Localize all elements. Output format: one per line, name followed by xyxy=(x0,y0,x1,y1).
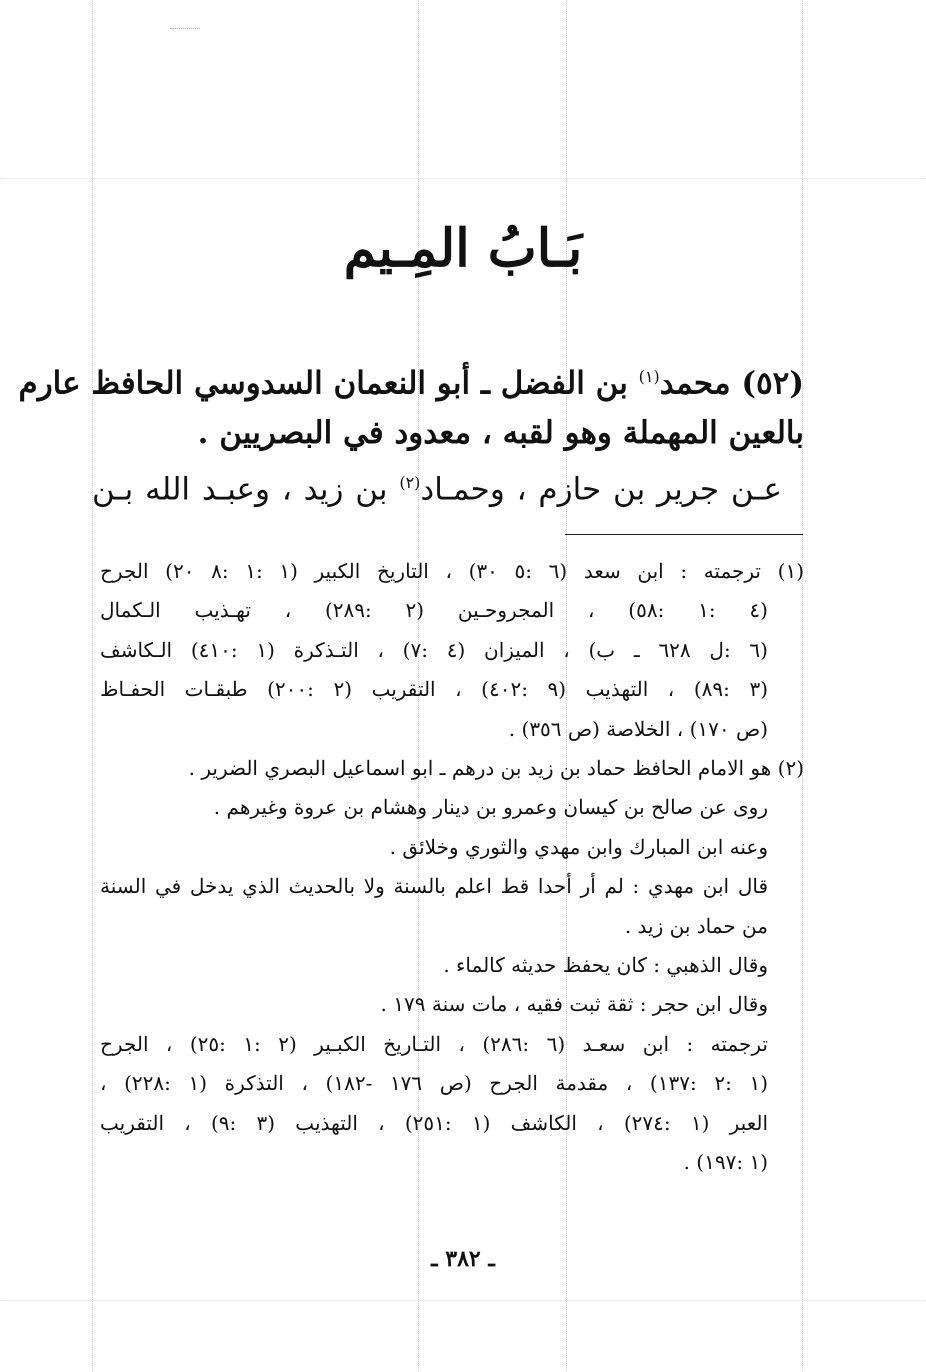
footnote-ref-1: (١) xyxy=(638,367,660,386)
entry-lineage: بن الفضل ـ أبو النعمان السدوسي الحافظ عارم xyxy=(18,365,639,402)
footnote-line: (ص ١٧٠) ، الخلاصة (ص ٣٥٦) . xyxy=(508,716,768,741)
footnote-line: (١) ترجمته : ابن سعد (٦ :٥ ٣٠) ، التاريخ الكبير (١ :١ :٨ ٢٠) الجرح xyxy=(100,559,804,583)
chapter-title: بَـابُ المِـيم xyxy=(343,218,583,279)
entry-line-3 xyxy=(92,458,804,514)
page-number: ـ ٣٨٢ ـ xyxy=(431,1246,495,1272)
footnote-line: (٤ :١ :٥٨) ، المجروحـين (٢ :٢٨٩) ، تهـذيب الـكمال xyxy=(100,598,768,623)
footnote-line: (١ :٢ :١٣٧) ، مقدمة الجرح (ص ١٧٦ -١٨٢) ، التذكرة (١ :٢٢٨) ، xyxy=(100,1071,768,1096)
footnote-line: وقال الذهبي : كان يحفظ حديثه كالماء . xyxy=(443,953,768,978)
footnotes xyxy=(100,552,804,1183)
footnote-line: (١ :١٩٧) . xyxy=(683,1150,768,1175)
footnote-ref-2: (٢) xyxy=(399,473,421,493)
footnote-line: ترجمته : ابن سعـد (٦ :٢٨٦) ، التـاريخ الكبـير (٢ :١ :٢٥) ، الجرح xyxy=(100,1031,768,1056)
entry-line-2: بالعين المهملة وهو لقبه ، معدود في البصريين . xyxy=(197,415,804,452)
footnote-line: من حماد بن زيد . xyxy=(624,913,768,938)
entry-teachers: عـن جرير بن حازم ، وحمـاد xyxy=(420,471,782,508)
footnote-line: العبر (١ :٢٧٤) ، الكاشف (١ :٢٥١) ، التهذيب (٣ :٩) ، التقريب xyxy=(100,1110,768,1135)
footnote-line: وعنه ابن المبارك وابن مهدي والثوري وخلائق . xyxy=(389,834,768,859)
biography-entry xyxy=(18,352,804,515)
footnote-line: (٣ :٨٩) ، التهذيب (٩ :٤٠٢) ، التقريب (٢ :٢٠٠) طبقـات الحفـاظ xyxy=(100,677,768,702)
entry-line-1 xyxy=(18,352,804,408)
entry-teachers-cont: بن زيد ، وعبـد الله بـن xyxy=(92,471,400,508)
footnote-line: (٢) هو الامام الحافظ حماد بن زيد بن درهم ـ ابو اسماعيل البصري الضرير . xyxy=(188,756,804,781)
footnote-line: روى عن صالح بن كيسان وعمرو بن دينار وهشام بن عروة وغيرهم . xyxy=(213,795,768,820)
footnote-line: وقال ابن حجر : ثقة ثبت فقيه ، مات سنة ١٧٩ . xyxy=(380,992,768,1017)
footnote-line: قال ابن مهدي : لم أر أحدا قط اعلم بالسنة ولا بالحديث الذي يدخل في السنة xyxy=(100,874,768,899)
entry-name: (٥٢) محمد xyxy=(659,365,804,402)
footnote-line: (٦ :ل ٦٢٨ ـ ب) ، الميزان (٤ :٧) ، التـذكرة (١ :٤١٠) الـكاشف xyxy=(100,637,768,662)
footnote-separator xyxy=(565,534,803,535)
